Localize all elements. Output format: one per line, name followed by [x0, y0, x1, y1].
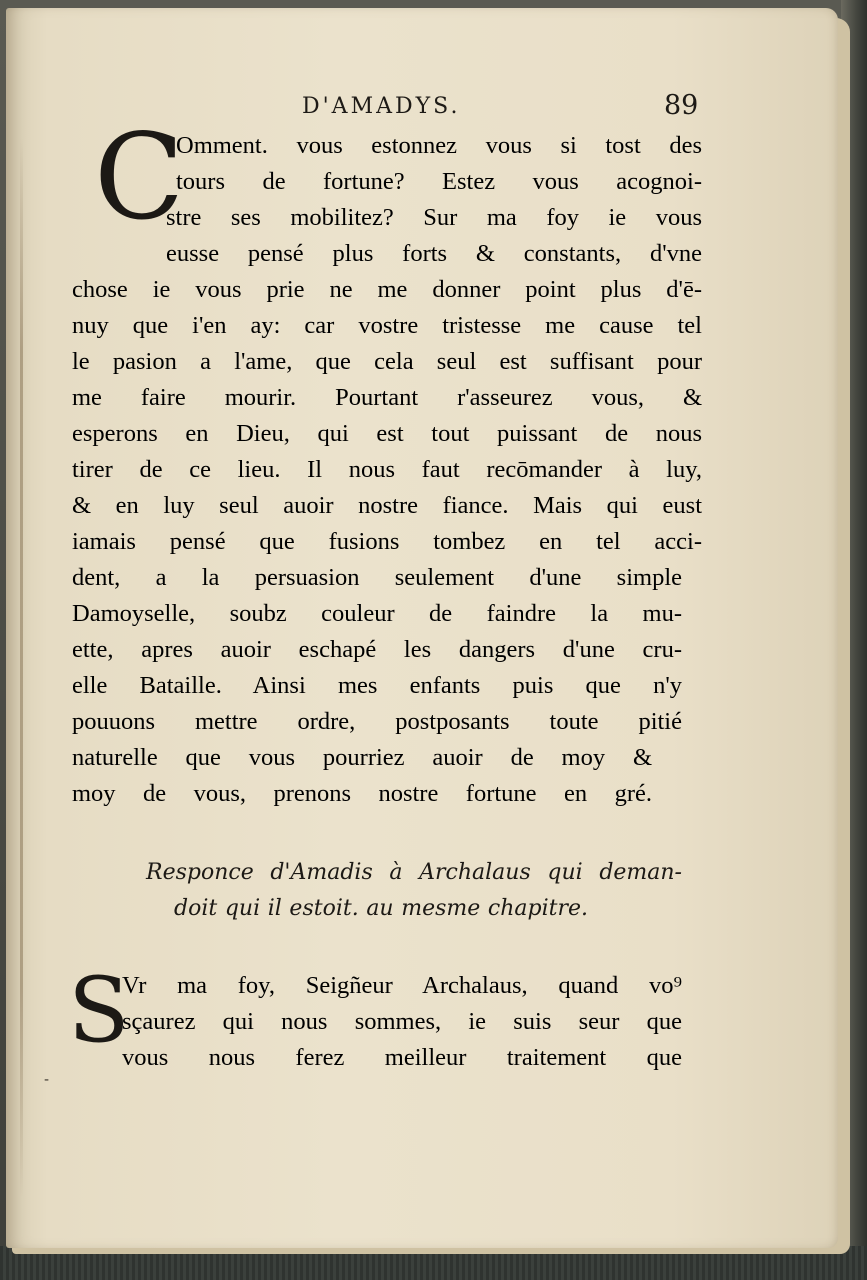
text-line: eusse pensé plus forts & constants, d'vne: [166, 240, 702, 267]
margin-mark: -: [44, 1072, 50, 1088]
text-line: iamais pensé que fusions tombez en tel acci-: [72, 528, 702, 555]
drop-cap-s: S: [68, 958, 130, 1063]
text-line: me faire mourir. Pourtant r'asseurez vous, &: [72, 384, 702, 411]
text-line: tirer de ce lieu. Il nous faut recōmander à luy,: [72, 456, 702, 483]
text-line: le pasion a l'ame, que cela seul est suffisant pour: [72, 348, 702, 375]
text-line: nuy que i'en ay: car vostre tristesse me cause tel: [72, 312, 702, 339]
text-line: esperons en Dieu, qui est tout puissant de nous: [72, 420, 702, 447]
text-line: tours de fortune? Estez vous acognoi-: [176, 168, 702, 195]
text-line: stre ses mobilitez? Sur ma foy ie vous: [166, 204, 702, 231]
text-line: Damoyselle, soubz couleur de faindre la mu-: [72, 600, 682, 627]
text-line: Omment. vous estonnez vous si tost des: [176, 132, 702, 159]
text-line: Vr ma foy, Seigñeur Archalaus, quand vo⁹: [122, 972, 682, 999]
page-number: 89: [664, 90, 699, 121]
text-line: naturelle que vous pourriez auoir de moy &: [72, 744, 652, 771]
text-line: & en luy seul auoir nostre fiance. Mais qui eust: [72, 492, 702, 519]
gutter-shadow: [20, 138, 23, 1198]
text-line: vous nous ferez meilleur traitement que: [122, 1044, 682, 1071]
text-line: moy de vous, prenons nostre fortune en gré.: [72, 780, 652, 807]
text-line: chose ie vous prie ne me donner point plus d'ē-: [72, 276, 702, 303]
text-line: pouuons mettre ordre, postposants toute pitié: [72, 708, 682, 735]
section-heading-line: Responce d'Amadis à Archalaus qui deman-: [146, 860, 682, 885]
text-line: elle Bataille. Ainsi mes enfants puis que n'y: [72, 672, 682, 699]
drop-cap-c: C: [94, 108, 185, 246]
text-line: sçaurez qui nous sommes, ie suis seur que: [122, 1008, 682, 1035]
text-line: ette, apres auoir eschapé les dangers d'une cru-: [72, 636, 682, 663]
text-line: dent, a la persuasion seulement d'une simple: [72, 564, 682, 591]
book-page: [6, 8, 838, 1248]
running-head: D'AMADYS.: [302, 94, 461, 119]
section-heading-line: doit qui il estoit. au mesme chapitre.: [174, 896, 588, 921]
